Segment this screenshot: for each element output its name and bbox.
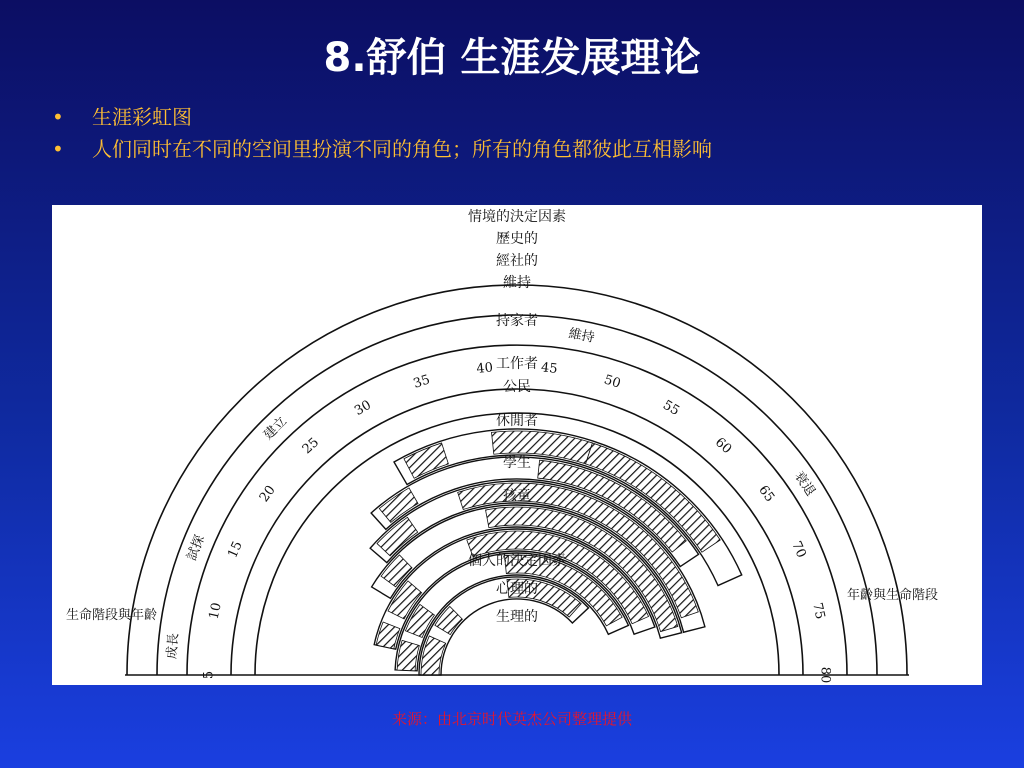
situational-factor-label: 歷史的 [496,231,538,247]
age-tick-label: 35 [411,372,432,392]
situational-factor-label: 情境的決定因素 [468,209,566,225]
career-rainbow-diagram [52,205,982,685]
age-tick-label: 80 [817,666,833,684]
role-label: 公民 [503,379,531,395]
age-tick-label: 30 [352,397,374,419]
age-tick-label: 45 [540,360,559,378]
life-stage-label: 建立 [261,414,291,443]
role-label: 學生 [503,455,531,471]
age-tick-label: 50 [602,372,623,392]
life-stage-label: 維持 [567,326,596,346]
left-axis-label: 生命階段與年齡 [66,608,158,623]
age-tick-label: 15 [225,539,246,561]
bullet-item [52,104,852,130]
role-label: 孩童 [503,488,531,504]
bullet-list [52,104,852,168]
role-label: 持家者 [496,313,538,329]
right-axis-label: 年齡與生命階段 [847,588,939,603]
age-tick-label: 25 [299,434,323,458]
bullet-item [52,136,852,162]
life-stage-label: 成長 [164,632,182,660]
age-tick-label: 75 [809,601,828,621]
slide-title: 8.舒伯 生涯发展理论 [323,35,701,81]
age-tick-label: 10 [206,601,225,621]
life-stage-label: 衰退 [790,469,818,500]
bullet-text: • 生涯彩虹图 [92,105,192,129]
source-note: 来源：由北京时代英杰公司整理提供 [391,710,632,728]
personal-factor-label: 心理的 [496,581,538,597]
life-stage-label: 試探 [184,533,208,563]
age-tick-label: 40 [475,360,494,378]
age-tick-label: 70 [788,539,809,561]
age-tick-label: 5 [201,670,217,680]
personal-factor-label: 個人的決定因素 [468,553,566,569]
age-tick-label: 55 [660,397,682,419]
bullet-text: • 人们同时在不同的空间里扮演不同的角色；所有的角色都彼此互相影响 [92,137,712,161]
role-label: 工作者 [496,356,538,372]
personal-factor-label: 生理的 [496,609,538,625]
age-tick-label: 20 [256,482,279,506]
situational-factor-label: 經社的 [496,253,538,269]
age-tick-label: 60 [711,434,735,458]
role-label: 維持 [503,275,531,291]
role-label: 休閒者 [496,413,538,429]
age-tick-label: 65 [755,482,778,506]
